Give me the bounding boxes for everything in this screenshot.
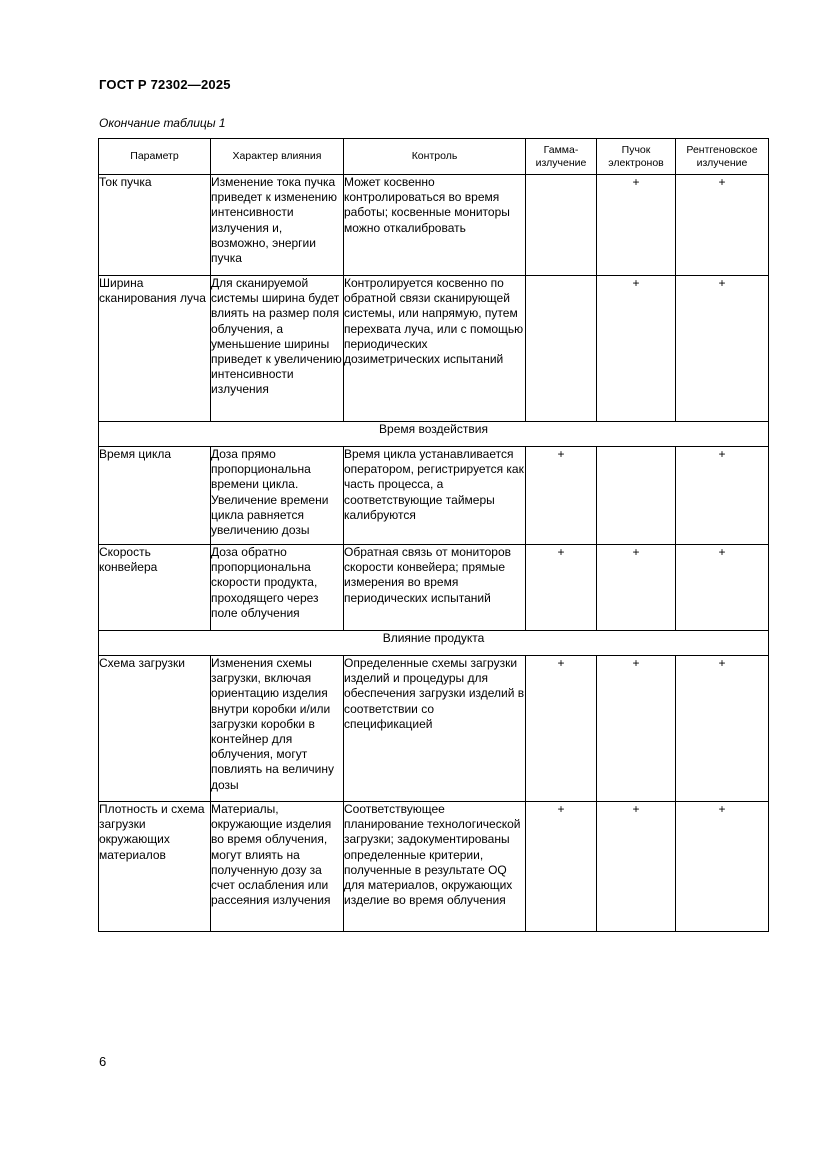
cell-control: Время цикла устанавливается оператором, регистрируется как часть процесса, а соответствующие таймеры калибруются [344, 447, 526, 545]
cell-influence: Материалы, окружающие изделия во время облучения, могут влиять на полученную дозу за счет ослабления или рассеяния излучения [211, 802, 344, 932]
page-number: 6 [99, 1054, 107, 1069]
cell-gamma: + [526, 802, 597, 932]
header-electron: Пучок электронов [597, 139, 676, 175]
cell-influence: Изменения схемы загрузки, включая ориентацию изделия внутри коробки и/или загрузки коробки в контейнер для облучения, могут повлиять на величину дозы [211, 656, 344, 802]
cell-electron: + [597, 656, 676, 802]
cell-gamma: + [526, 447, 597, 545]
header-xray: Рентгеновское излучение [676, 139, 769, 175]
section-row [99, 422, 769, 447]
table-caption: Окончание таблицы 1 [99, 116, 226, 130]
cell-xray: + [676, 802, 769, 932]
cell-control: Может косвенно контролироваться во время работы; косвенные мониторы можно откалибровать [344, 175, 526, 276]
table-row [99, 175, 769, 276]
table-row [99, 802, 769, 932]
cell-parameter: Ширина сканирования луча [99, 276, 211, 422]
cell-parameter: Время цикла [99, 447, 211, 545]
cell-influence: Доза прямо пропорциональна времени цикла. Увеличение времени цикла равняется увеличению дозы [211, 447, 344, 545]
cell-gamma: + [526, 545, 597, 631]
cell-xray: + [676, 276, 769, 422]
section-title: Влияние продукта [99, 631, 769, 656]
header-influence: Характер влияния [211, 139, 344, 175]
header-parameter: Параметр [99, 139, 211, 175]
cell-electron [597, 447, 676, 545]
table-row [99, 276, 769, 422]
section-title: Время воздействия [99, 422, 769, 447]
cell-electron: + [597, 175, 676, 276]
document-header: ГОСТ Р 72302—2025 [99, 77, 231, 92]
table-row [99, 447, 769, 545]
cell-electron: + [597, 276, 676, 422]
header-control: Контроль [344, 139, 526, 175]
cell-control: Контролируется косвенно по обратной связи сканирующей системы, или напрямую, путем перехвата луча, или с помощью периодических дозиметрических испытаний [344, 276, 526, 422]
cell-influence: Для сканируемой системы ширина будет влиять на размер поля облучения, а уменьшение ширины приведет к увеличению интенсивности излучения [211, 276, 344, 422]
table-row [99, 656, 769, 802]
cell-parameter: Плотность и схема загрузки окружающих материалов [99, 802, 211, 932]
header-gamma: Гамма-излучение [526, 139, 597, 175]
cell-influence: Доза обратно пропорциональна скорости продукта, проходящего через поле облучения [211, 545, 344, 631]
cell-influence: Изменение тока пучка приведет к изменению интенсивности излучения и, возможно, энергии пучка [211, 175, 344, 276]
cell-gamma: + [526, 656, 597, 802]
cell-parameter: Схема загрузки [99, 656, 211, 802]
table-row [99, 545, 769, 631]
cell-parameter: Скорость конвейера [99, 545, 211, 631]
cell-xray: + [676, 656, 769, 802]
cell-electron: + [597, 802, 676, 932]
cell-xray: + [676, 545, 769, 631]
cell-gamma [526, 276, 597, 422]
cell-control: Определенные схемы загрузки изделий и процедуры для обеспечения загрузки изделий в соответствии со спецификацией [344, 656, 526, 802]
section-row [99, 631, 769, 656]
cell-xray: + [676, 447, 769, 545]
parameters-table [98, 138, 769, 932]
cell-electron: + [597, 545, 676, 631]
cell-gamma [526, 175, 597, 276]
cell-parameter: Ток пучка [99, 175, 211, 276]
cell-xray: + [676, 175, 769, 276]
cell-control: Соответствующее планирование технологической загрузки; задокументированы определенные критерии, полученные в результате OQ для материалов, окружающих изделие во время облучения [344, 802, 526, 932]
cell-control: Обратная связь от мониторов скорости конвейера; прямые измерения во время периодических испытаний [344, 545, 526, 631]
table-header-row [99, 139, 769, 175]
